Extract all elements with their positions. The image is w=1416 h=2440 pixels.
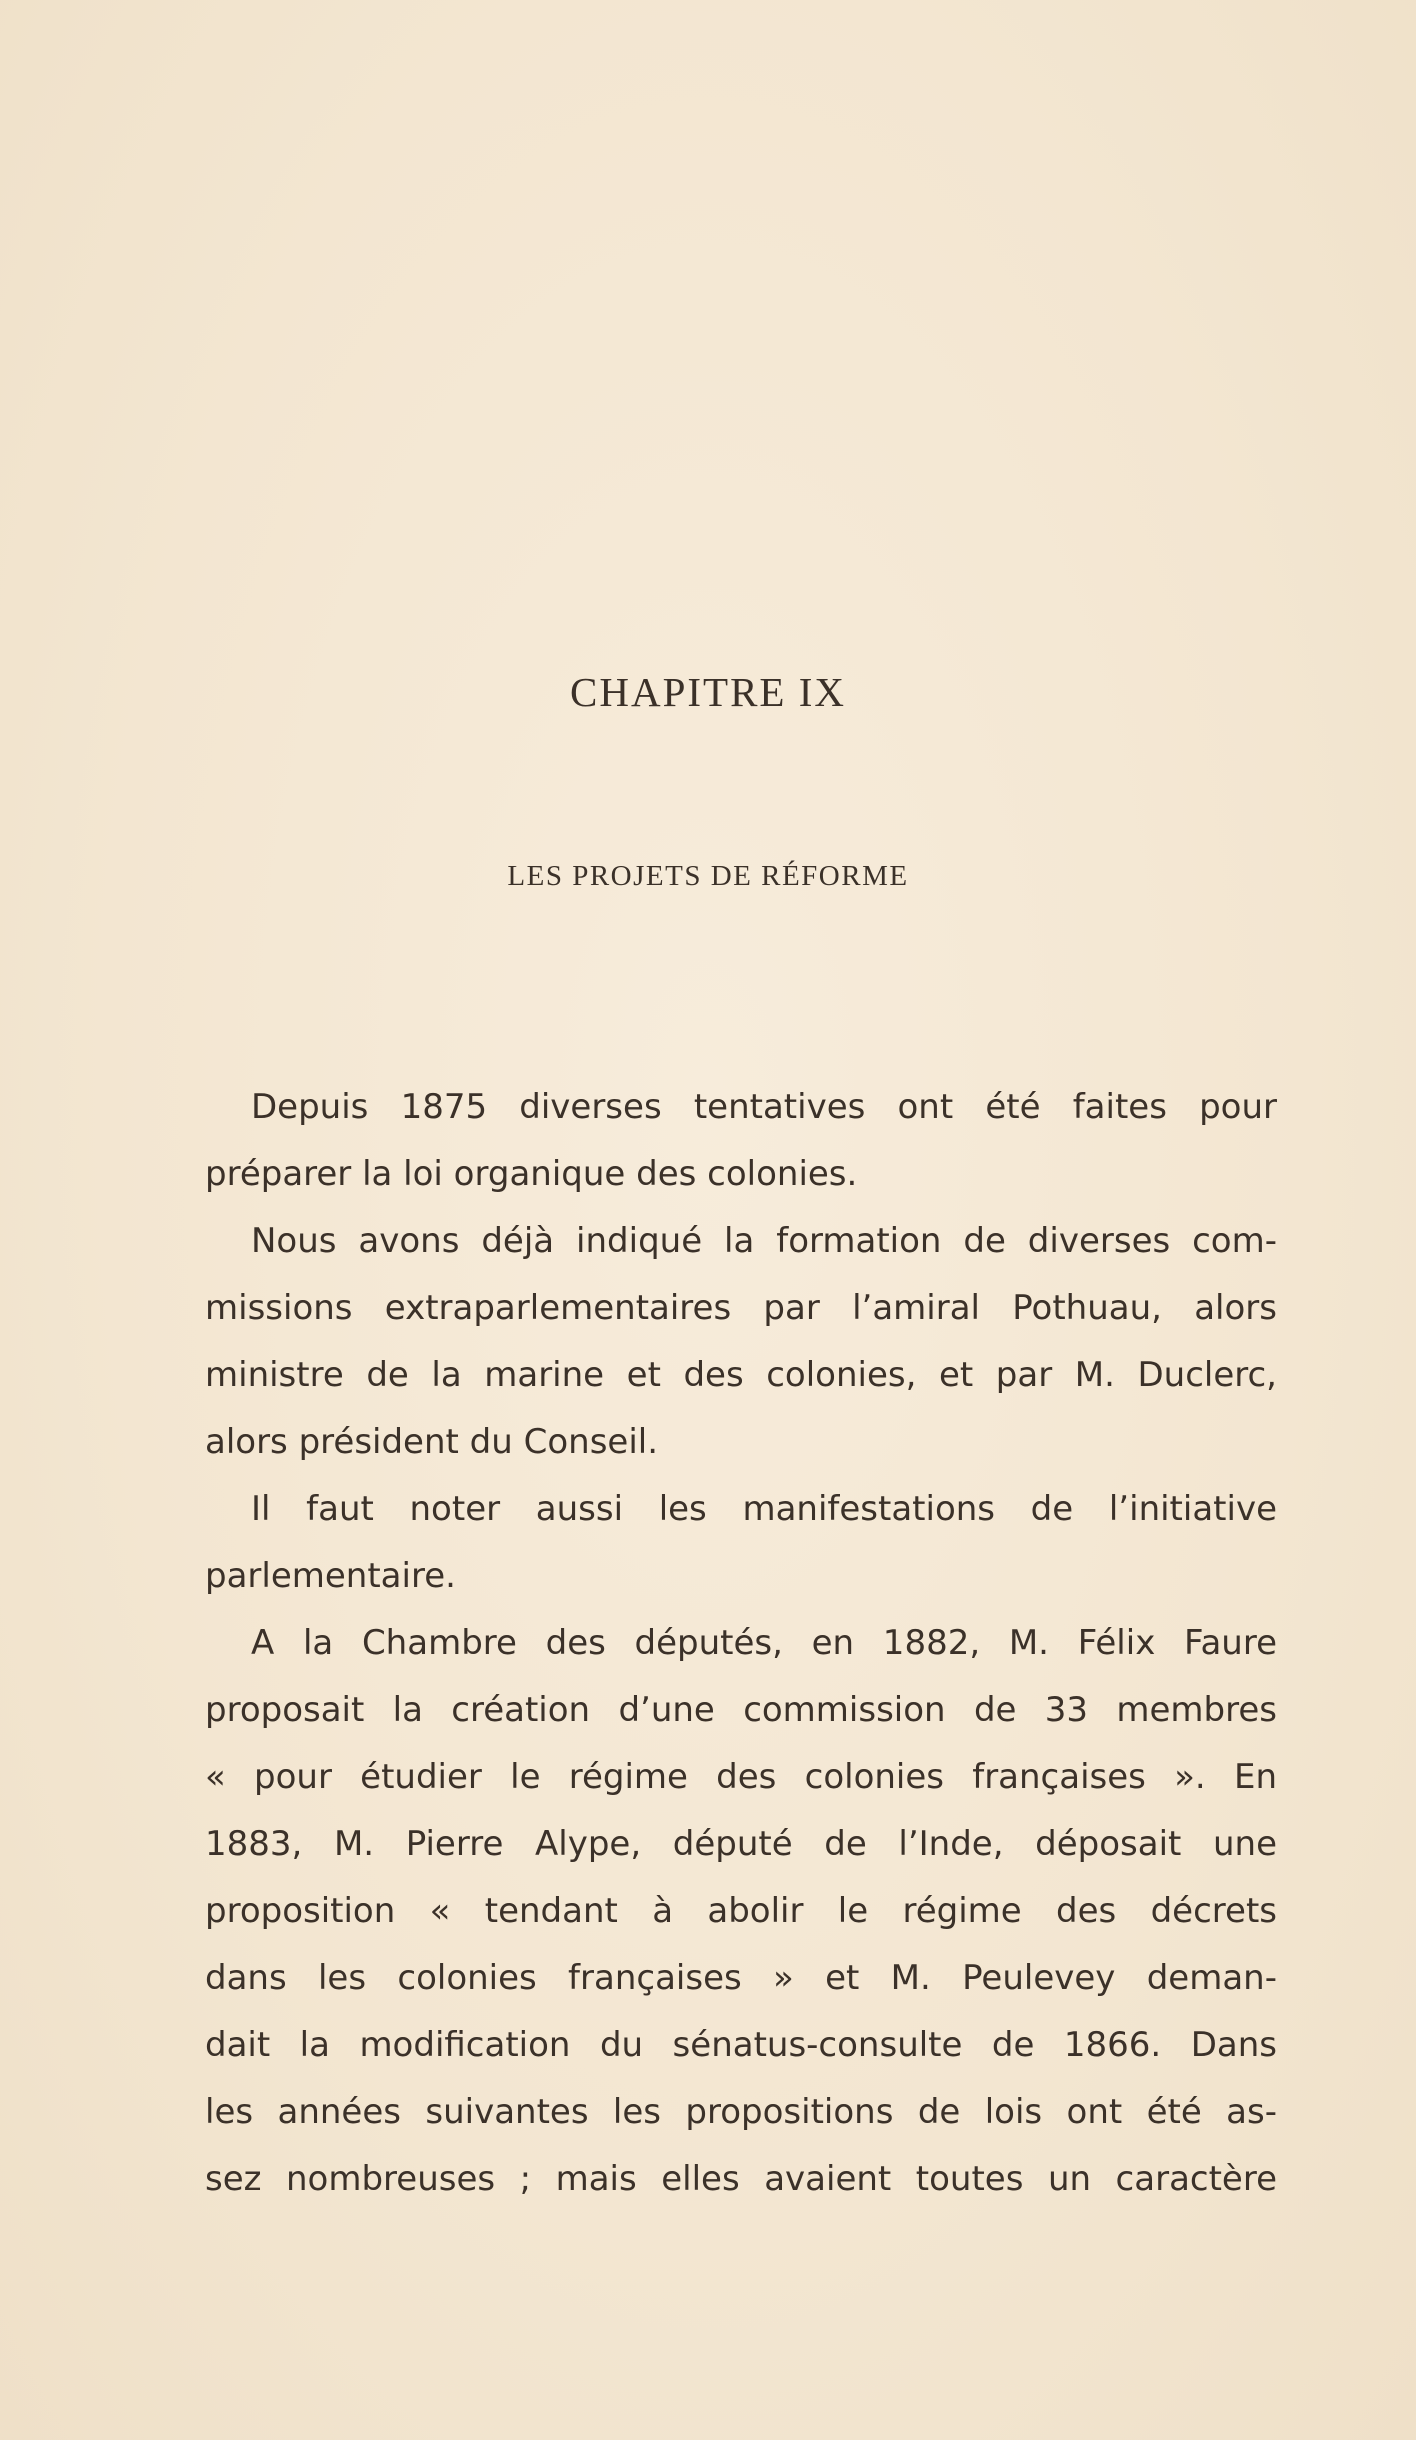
text-line: dans les colonies françaises » et M. Peulevey deman-	[205, 1958, 1277, 1998]
text-line: « pour étudier le régime des colonies françaises ». En	[205, 1757, 1277, 1797]
text-line: les années suivantes les propositions de lois ont été as-	[205, 2092, 1277, 2132]
text-line: Nous avons déjà indiqué la formation de diverses com-	[251, 1221, 1277, 1261]
text-line: préparer la loi organique des colonies.	[205, 1154, 858, 1194]
text-line: Il faut noter aussi les manifestations de l’initiative	[251, 1489, 1277, 1529]
text-line: proposition « tendant à abolir le régime des décrets	[205, 1891, 1277, 1931]
chapter-subtitle: LES PROJETS DE RÉFORME	[507, 860, 909, 892]
text-line: sez nombreuses ; mais elles avaient toutes un caractère	[205, 2159, 1277, 2199]
body-text	[205, 1074, 1277, 2213]
text-line: alors président du Conseil.	[205, 1422, 659, 1462]
text-line: missions extraparlementaires par l’amiral Pothuau, alors	[205, 1288, 1277, 1328]
text-line: 1883, M. Pierre Alype, député de l’Inde, déposait une	[205, 1824, 1277, 1864]
chapter-title: CHAPITRE IX	[570, 669, 846, 715]
text-line: proposait la création d’une commission de 33 membres	[205, 1690, 1277, 1730]
text-line: Depuis 1875 diverses tentatives ont été faites pour	[251, 1087, 1277, 1127]
text-line: A la Chambre des députés, en 1882, M. Félix Faure	[251, 1623, 1277, 1663]
text-line: ministre de la marine et des colonies, et par M. Duclerc,	[205, 1355, 1277, 1395]
text-line: parlementaire.	[205, 1556, 456, 1596]
text-line: dait la modification du sénatus-consulte de 1866. Dans	[205, 2025, 1277, 2065]
